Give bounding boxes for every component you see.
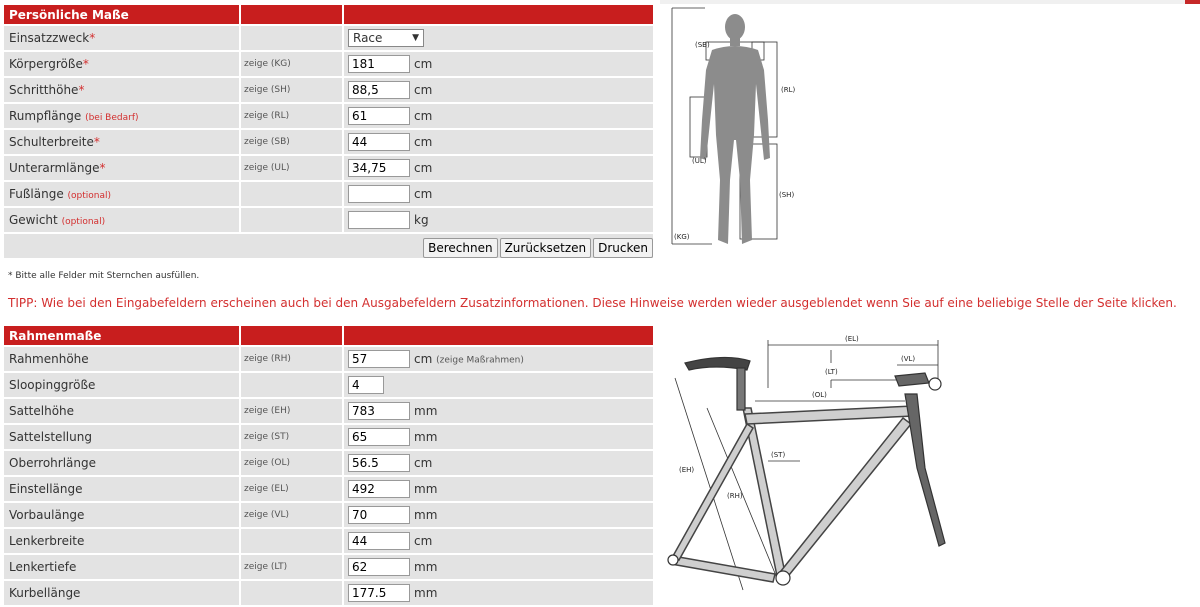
- gewicht-input[interactable]: [348, 211, 410, 229]
- field-label: Einsatzzweck: [9, 31, 90, 45]
- show-vl-link[interactable]: zeige (VL): [241, 503, 344, 527]
- row-lenkertiefe: Lenkertiefe zeige (LT) 62 mm: [4, 555, 653, 579]
- row-schritthoehe: Schritthöhe* zeige (SH) 88,5 cm: [4, 78, 653, 102]
- reset-button[interactable]: Zurücksetzen: [500, 238, 592, 258]
- show-rl-link[interactable]: zeige (RL): [241, 104, 344, 128]
- schulterbreite-input[interactable]: [348, 133, 410, 151]
- row-sattelhoehe: Sattelhöhe zeige (EH) 783 mm: [4, 399, 653, 423]
- top-accent: [1185, 0, 1200, 4]
- show-sh-link[interactable]: zeige (SH): [241, 78, 344, 102]
- body-figure: [660, 0, 810, 260]
- field-label: Lenkerbreite: [4, 529, 241, 553]
- row-rumpflaenge: Rumpflänge (bei Bedarf) zeige (RL) 61 cm: [4, 104, 653, 128]
- field-label: Rumpflänge: [9, 109, 82, 123]
- oberrohrlaenge-output[interactable]: [348, 454, 410, 472]
- rear-axle: [668, 555, 678, 565]
- rahmenhoehe-output[interactable]: [348, 350, 410, 368]
- label-kg: (KG): [674, 233, 690, 241]
- field-label: Sloopinggröße: [4, 373, 241, 397]
- button-row: [4, 234, 653, 258]
- frame-title: Rahmenmaße: [4, 326, 241, 345]
- row-oberrohrlaenge: Oberrohrlänge zeige (OL) 56.5 cm: [4, 451, 653, 475]
- field-label: Einstellänge: [4, 477, 241, 501]
- row-einstellaenge: Einstellänge zeige (EL) 492 mm: [4, 477, 653, 501]
- dropdown-arrow-icon: ▼: [412, 33, 419, 43]
- field-label: Fußlänge: [9, 187, 64, 201]
- label-lt: (LT): [825, 368, 838, 376]
- calculate-button[interactable]: Berechnen: [423, 238, 497, 258]
- frame-header-row: [4, 326, 653, 345]
- row-kurbellaenge: Kurbellänge 177.5 mm: [4, 581, 653, 605]
- fork-and-stem: [685, 357, 945, 546]
- label-rl: (RL): [781, 86, 796, 94]
- bottom-bracket: [776, 571, 790, 585]
- required-note: * Bitte alle Felder mit Sternchen ausfüllen.: [8, 271, 200, 281]
- lenkertiefe-output[interactable]: [348, 558, 410, 576]
- personal-header-row: [4, 5, 653, 24]
- show-el-link[interactable]: zeige (EL): [241, 477, 344, 501]
- show-ol-link[interactable]: zeige (OL): [241, 451, 344, 475]
- show-sb-link[interactable]: zeige (SB): [241, 130, 344, 154]
- row-sloopinggroesse: [4, 373, 653, 397]
- row-sattelstellung: Sattelstellung zeige (ST) 65 mm: [4, 425, 653, 449]
- sattelstellung-output[interactable]: [348, 428, 410, 446]
- field-label: Sattelstellung: [4, 425, 241, 449]
- bike-frame-figure: [655, 328, 985, 597]
- unterarmlaenge-input[interactable]: [348, 159, 410, 177]
- field-label: Lenkertiefe: [4, 555, 241, 579]
- sloopinggroesse-output[interactable]: [348, 376, 384, 394]
- einstellaenge-output[interactable]: [348, 480, 410, 498]
- tip-text: TIPP: Wie bei den Eingabefeldern erscheinen auch bei den Ausgabefeldern Zusatzinformationen. Diese Hinweise werden wieder ausgeblendet wenn Sie auf eine beliebige Stelle der Seite klicken.: [8, 296, 1177, 310]
- label-vl: (VL): [901, 355, 916, 363]
- row-fusslaenge: Fußlänge (optional) cm: [4, 182, 653, 206]
- frame-measurements-table: [4, 324, 653, 607]
- row-unterarmlaenge: Unterarmlänge* zeige (UL) 34,75 cm: [4, 156, 653, 180]
- show-ul-link[interactable]: zeige (UL): [241, 156, 344, 180]
- row-schulterbreite: Schulterbreite* zeige (SB) 44 cm: [4, 130, 653, 154]
- human-silhouette: [700, 14, 770, 244]
- fusslaenge-input[interactable]: [348, 185, 410, 203]
- show-kg-link[interactable]: zeige (KG): [241, 52, 344, 76]
- label-st: (ST): [771, 451, 786, 459]
- label-rh: (RH): [727, 492, 743, 500]
- row-vorbaulaenge: Vorbaulänge zeige (VL) 70 mm: [4, 503, 653, 527]
- koerpergroesse-input[interactable]: [348, 55, 410, 73]
- field-label: Vorbaulänge: [4, 503, 241, 527]
- show-measure-frame-link[interactable]: (zeige Maßrahmen): [436, 355, 524, 366]
- rumpflaenge-input[interactable]: [348, 107, 410, 125]
- lenkerbreite-output[interactable]: [348, 532, 410, 550]
- field-label: Oberrohrlänge: [4, 451, 241, 475]
- row-koerpergroesse: Körpergröße* zeige (KG) 181 cm: [4, 52, 653, 76]
- label-eh: (EH): [679, 466, 695, 474]
- kurbellaenge-output[interactable]: [348, 584, 410, 602]
- row-einsatzzweck: Einsatzzweck* Race ▼: [4, 26, 653, 50]
- field-label: Sattelhöhe: [4, 399, 241, 423]
- label-sb: (SB): [695, 41, 710, 49]
- personal-measurements-table: [4, 3, 653, 260]
- field-label: Schritthöhe: [9, 83, 79, 97]
- bike-frame: [671, 406, 913, 582]
- show-st-link[interactable]: zeige (ST): [241, 425, 344, 449]
- field-label: Rahmenhöhe: [4, 347, 241, 371]
- show-eh-link[interactable]: zeige (EH): [241, 399, 344, 423]
- field-label: Schulterbreite: [9, 135, 94, 149]
- label-el: (EL): [845, 335, 859, 343]
- personal-title: Persönliche Maße: [4, 5, 241, 24]
- schritthoehe-input[interactable]: [348, 81, 410, 99]
- sattelhoehe-output[interactable]: [348, 402, 410, 420]
- einsatzzweck-select[interactable]: Race ▼: [348, 29, 424, 47]
- field-label: Gewicht: [9, 213, 58, 227]
- field-label: Unterarmlänge: [9, 161, 100, 175]
- show-rh-link[interactable]: zeige (RH): [241, 347, 344, 371]
- label-ol: (OL): [812, 391, 827, 399]
- row-gewicht: Gewicht (optional) kg: [4, 208, 653, 232]
- row-rahmenhoehe: Rahmenhöhe zeige (RH) 57 cm (zeige Maßrahmen): [4, 347, 653, 371]
- vorbaulaenge-output[interactable]: [348, 506, 410, 524]
- field-label: Kurbellänge: [4, 581, 241, 605]
- print-button[interactable]: Drucken: [593, 238, 653, 258]
- row-lenkerbreite: Lenkerbreite 44 cm: [4, 529, 653, 553]
- label-sh: (SH): [779, 191, 795, 199]
- label-ul: (UL): [692, 157, 707, 165]
- show-lt-link[interactable]: zeige (LT): [241, 555, 344, 579]
- field-label: Körpergröße: [9, 57, 83, 71]
